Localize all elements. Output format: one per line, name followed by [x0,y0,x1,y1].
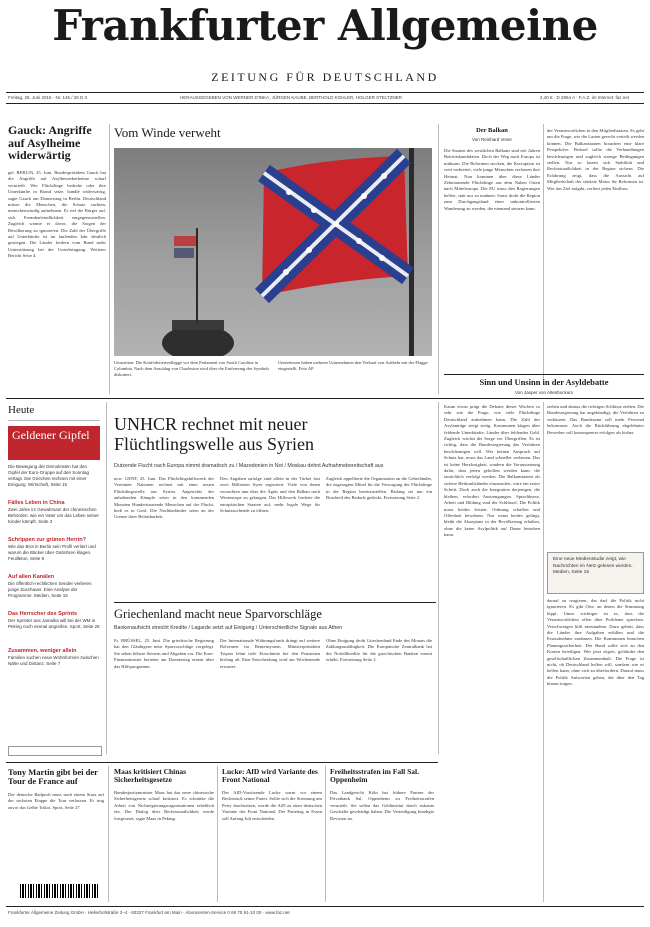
info-box: Eine neue Medienstudie zeigt, wie Nachrichten im Netz gelesen werden. Medien, Seite 15 [547,552,644,594]
masthead-subtitle: ZEITUNG FÜR DEUTSCHLAND [211,70,439,84]
heute-label: Heute [8,404,35,416]
heute-red-box[interactable]: Geldener Gipfel [8,426,100,460]
asylum-body-1: Kaum etwas prägt die Debatte dieser Wochen so sehr wie die Frage, wie viele Flüchtlinge Deutschland aufnehmen kann. Die Zahl der Asylanträge steigt stetig. Kommunen klagen über fehlende Unterkünfte, Länder über fehlendes Geld. Zugleich wächst die Sorge vor Übergriffen. Es ist richtig, dass die Bundesregierung das Verfahren beschleunigen will. Wer keinen Anspruch auf Schutz hat, muss das Land schneller verlassen. Das ist keine Herzlosigkeit, sondern die Voraussetzung dafür, dass jenen geholfen werden kann, die tatsächlich verfolgt werden. Die Balkanstaaten als sichere Herkunftsländer einzustufen, wäre ein erster Schritt. Doch auch die Integration derjenigen, die bleiben, erfordert Anstrengungen. Sprachkurse, Arbeit und Bildung sind der Schlüssel. Die Politik muss beides leisten: Ordnung schaffen und Offenheit bewahren. Nur wenn beides gelingt, bleibt die Akzeptanz in der Bevölkerung erhalten, ohne die keine Asylpolitik auf Dauer bestehen kann. [444,404,540,538]
main-body-3: Zugleich appellierte die Organisation an die Geberländer, die zugesagten Mittel für die Versorgung der Flüchtlinge in der Region bereitzustellen. Bislang sei nur ein Bruchteil des Bedarfs gedeckt. Fortsetzung Seite 2. [326,476,432,501]
footer-info: Frankfurter Allgemeine Zeitung GmbH · Hellerhofstraße 2–4 · 60327 Frankfurt am Main · Abonnenten-Service 0 69 75 91-10 00 · www.faz.net [8,910,290,915]
bottom-left-headline: Tony Martin gibt bei der Tour de France auf [8,767,98,786]
index-box [8,746,102,756]
main-headline-line-1: UNHCR rechnet mit neuer [114,414,308,434]
price-info: 2,40 € · D 2954 A · F.A.Z. im Internet: faz.net [540,95,630,100]
greece-deck: Bankenaufsicht streicht Kredite / Lagarde setzt auf Einigung / Unterschiedliche Signale aus Athen [114,625,343,631]
issue-info: Freitag, 26. Juni 2015 · Nr. 145 / 26 D 3 [8,95,88,100]
bottom-col2-body: Der AfD-Vorsitzende Lucke warnt vor einem Rechtsruck seiner Partei. Sollte sich die Strömung um Petry durchsetzen, werde die AfD zu einer deutschen Variante des Front National. Der Parteitag in Essen soll Anfang Juli entscheiden. [222,790,322,821]
main-headline [114,414,314,454]
main-deck: Dutzende Flucht nach Europa nimmt dramatisch zu / Mazedonien in Not / Moskau dehnt Aufnahmebereitschaft aus [114,463,384,469]
greece-body-2: Der Internationale Währungsfonds drängt auf weitere Reformen im Rentensystem. Ministerpräsident Tsipras lehnt tiefe Einschnitte bei den Pensionen bislang ab. Eine Entscheidung wird am Wochenende erwartet. [220,638,320,669]
main-headline-line-2: Flüchtlingswelle aus Syrien [114,434,314,454]
lead-photo [114,148,432,356]
photo-caption-1: Umstritten: Die Konföderiertenflagge vor dem Parlament von South Carolina in Columbia. Nach dem Anschlag von Charleston wird über die Entfernung des Symbols diskutiert. [114,360,270,377]
bottom-col1-headline: Maas kritisiert Chinas Sicherheitsgesetze [114,767,187,784]
masthead-rule-top [6,92,644,93]
heute-teaser[interactable]: Zusammen, weniger allein [8,648,77,654]
commentary-body-2: der Verantwortlichen in den Mitgliedstaaten. Es geht um die Frage, wie die Lasten gerecht verteilt werden können. Die Balkanstaaten brauchen eine klare Perspektive. Brüssel sollte die Verhandlungen beschleunigen und zugleich strenge Bedingungen stellen. Nur so lassen sich Stabilität und Rechtsstaatlichkeit in der Region sichern. Die Erfahrung zeigt, dass die Aussicht auf Mitgliedschaft der stärkste Motor für Reformen ist. Wer das Ziel aufgibt, verliert jeden Einfluss. [547,128,644,191]
commentary-title: Der Balkan [476,127,508,134]
greece-headline: Griechenland macht neue Sparvorschläge [114,607,322,621]
heute-teaser[interactable]: Auf allen Kanälen [8,574,55,580]
asylum-body-3: darauf zu reagieren, das darf die Politik nicht ignorieren. Es gibt Orte, an denen die Stimmung kippt. Umso wichtiger ist es, dass die Verantwortlichen offen über Probleme sprechen. Verschweigen hilft niemandem. Dazu gehört, dass die Länder ihre Aufgaben erfüllen und die Erstaufnahme ausbauen. Die Kommunen brauchen Planungssicherheit. Der Bund sollte sich an den Kosten beteiligen. Wer jetzt zögert, gefährdet den gesellschaftlichen Zusammenhalt. Die Frage ist nicht, ob Deutschland helfen will, sondern wie es helfen kann, ohne sich zu überfordern. Darauf muss die Politik Antworten geben, die über den Tag hinaus tragen. [547,598,644,687]
main-body-2: Den Angaben zufolge sind allein in der Türkei fast zwei Millionen Syrer registriert. Viele von ihnen versuchten nun über die Ägäis und den Balkan nach Westeuropa zu gelangen. Das Hilfswerk forderte die europäischen Staaten auf, mehr legale Wege für Schutzsuchende zu öffnen. [220,476,320,514]
bottom-col3-headline: Freiheitsstrafen im Fall Sal. Oppenheim [330,767,420,784]
left-story-headline: Gauck: Angriffe auf Asylheime widerwärtig [8,123,92,163]
masthead-rule-bottom [6,103,644,104]
left-story-body: gel. BERLIN, 25. Juni. Bundespräsident Gauck hat die Angriffe auf Asylbewerberheime scharf verurteilt. Wer Flüchtlinge bedrohe oder ihre Unterkünfte in Brand setze, handle widerwärtig, sagte Gauck am Donnerstag in Berlin. Deutschland müsse die Menschen, die Schutz suchten, menschenwürdig aufnehmen. Er rief die Bürger auf, sich Fremdenfeindlichkeit entgegenzustellen. Zugleich warnte er davor, die Sorgen der Bevölkerung zu ignorieren. Die Zahl der Übergriffe auf Unterkünfte ist im laufenden Jahr deutlich gestiegen. Die Länder fordern vom Bund mehr Unterstützung bei der Unterbringung. Weiterer Bericht Seite 4. [8,170,106,259]
greece-body-3: Ohne Einigung droht Griechenland Ende des Monats die Zahlungsunfähigkeit. Die Europäische Zentralbank hat die Notfallkredite für die griechischen Banken erneut erhöht. Fortsetzung Seite 2. [326,638,432,663]
bottom-col1-body: Bundesjustizminister Maas hat das neue chinesische Sicherheitsgesetz scharf kritisiert. Es schränke die Arbeit von Nichtregierungsorganisationen erheblich ein. Der Dialog über Rechtsstaatlichkeit werde fortgesetzt, sagte Maas in Peking. [114,790,214,821]
bottom-left-body: Der deutsche Radprofi muss nach einem Sturz auf der sechsten Etappe die Tour verlassen. Er trug zuvor das Gelbe Trikot. Sport, Seite 27 [8,792,104,810]
asylum-body-2: ziehen und daraus die richtigen Schlüsse ziehen. Die Bundesregierung hat angekündigt, die Verfahren zu verkürzen. Das Bundesamt soll mehr Personal bekommen. Auch die Rückführung abgelehnter Bewerber soll konsequenter erfolgen als bisher. [547,404,644,435]
masthead-title: Frankfurter Allgemeine [52,1,598,50]
greece-body-1: Fr. BRÜSSEL, 25. Juni. Die griechische Regierung hat den Gläubigern neue Sparvorschläge vorgelegt. Sie sehen höhere Steuern und Abgaben vor. Die Euro-Finanzminister berieten am Donnerstag erneut über das Hilfsprogramm. [114,638,214,669]
barcode [20,884,98,898]
heute-teaser[interactable]: Fälles Leben in China [8,500,65,506]
heute-teaser-list: Fälles Leben in China Zwei Jahre im Gewahrsam der chinesischen Behörden: wie ein Vater um das Leben seiner Kinder kämpft. Seite 3 Schrippen zur grünen Herrin? Wie das Brot in Berlin sein Profil verliert und warum die Bäcker über Gebühren klagen. Feuilleton, Seite 9 Auf allen Kanälen Die öffentlich-rechtlichen Sender verlieren junge Zuschauer. Eine Analyse der Programme. Medien, Seite 15 Das Herrscher des Sprints Der Sprinter aus Jamaika will bei der WM in Peking noch einmal angreifen. Sport, Seite 28 Zusammen, weniger allein Familien suchen neue Wohnformen zwischen Nähe und Distanz. Seite 7 [8,500,100,666]
commentary-body-1: Die Staaten des westlichen Balkans sind seit Jahren Beitrittskandidaten. Doch der Weg nach Europa ist mühsam. Die Reformen stocken, die Korruption ist weit verbreitet, viele junge Menschen verlassen ihre Heimat. Nun kommen über diese Länder Zehntausende Flüchtlinge aus dem Nahen Osten nach Mitteleuropa. Die EU muss den Regierungen helfen, statt nur zu mahnen. Sonst droht die Region zum Durchgangsland einer unkontrollierten Wanderung zu werden, die niemand steuern kann. [444,148,540,211]
asylum-author: Von Jasper von Altenbockum [514,390,574,395]
heute-teaser[interactable]: Schrippen zur grünen Herrin? [8,537,86,543]
edition-info: HERAUSGEGEBEN VON WERNER D'INKA, JÜRGEN KAUBE, BERTHOLD KOHLER, HOLGER STELTZNER [180,95,402,100]
photo-caption-2: Unterdessen haben mehrere Unternehmen den Verkauf von Artikeln mit der Flagge eingestellt. Foto AP [278,360,428,371]
main-body-1: now. GENF, 25. Juni. Das Flüchtlingshilfswerk der Vereinten Nationen rechnet mit einer neuen Flüchtlingswelle aus Syrien. Angesichts der anhaltenden Kämpfe seien in den kommenden Monaten Hunderttausende Menschen auf der Flucht, hieß es in Genf. Die Nachbarländer seien an der Grenze ihrer Belastbarkeit. [114,476,214,520]
confederate-flag-photo [114,148,432,356]
asylum-headline: Sinn und Unsinn in der Asyldebatte [479,377,609,387]
bottom-col2-headline: Lucke: AfD wird Variante des Front National [222,767,318,784]
heute-intro: Die Bewegung der Demokraten hat den Gipfel der Euro-Gruppe auf den Sonntag vertagt. Die Griechen rechnen mit einer Einigung. Wirtschaft, Seite 15 [8,464,90,487]
bottom-col3-body: Das Landgericht Köln hat frühere Partner der Privatbank Sal. Oppenheim zu Freiheitsstrafen verurteilt. Sie sollen das Geldinstitut durch riskante Geschäfte geschädigt haben. Die Verteidigung kündigte Revision an. [330,790,434,821]
heute-teaser[interactable]: Das Herrscher des Sprints [8,611,78,617]
lead-title: Vom Winde verweht [114,125,221,140]
commentary-author: Von Reinhard Veser [471,137,513,142]
